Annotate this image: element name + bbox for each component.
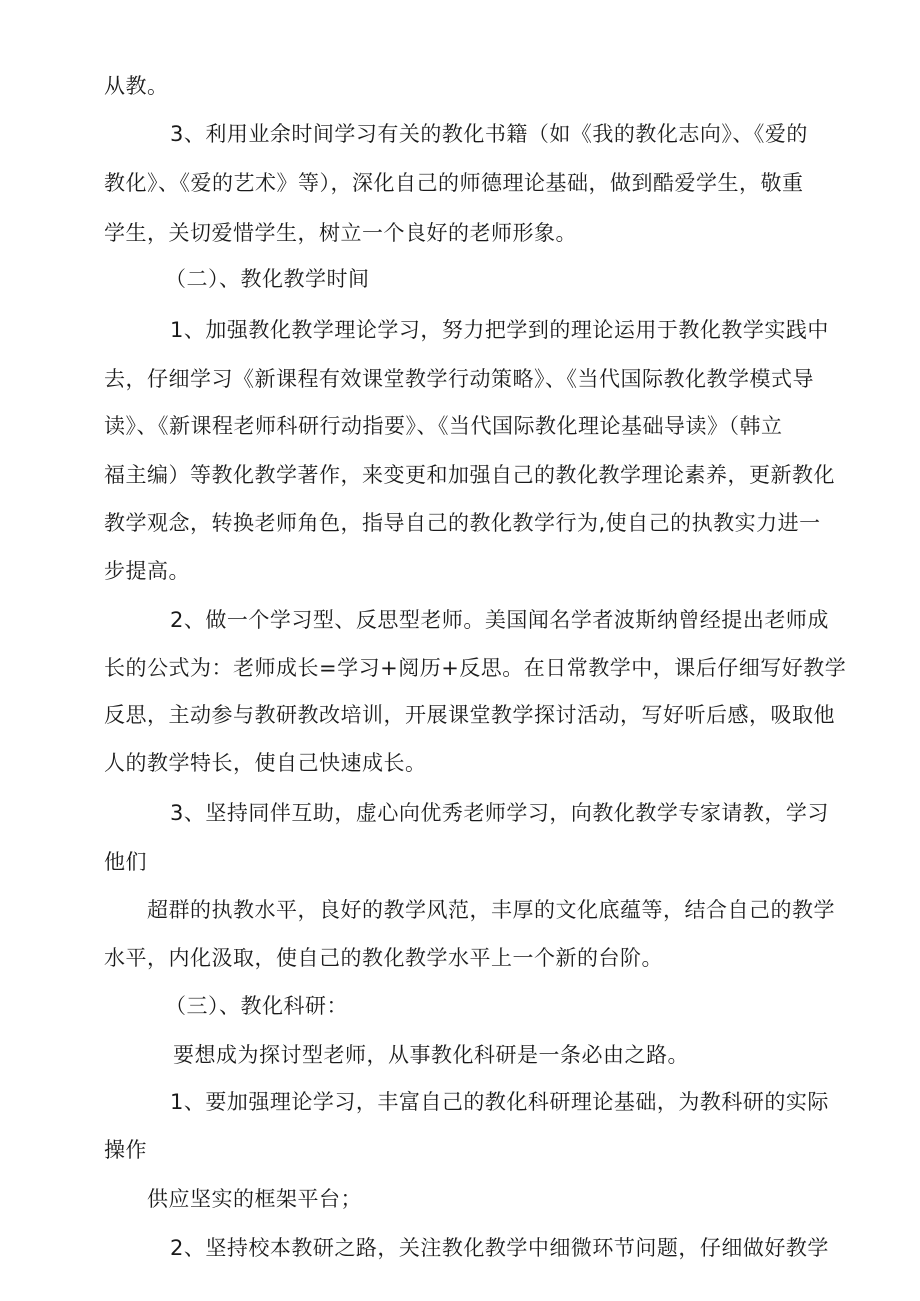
text-line: 3、坚持同伴互助，虚心向优秀老师学习，向教化教学专家请教，学习 bbox=[170, 801, 829, 825]
text-line: 水平，内化汲取，使自己的教化教学水平上一个新的台阶。 bbox=[104, 946, 663, 970]
text-line: 长的公式为：老师成长=学习+阅历+反思。在日常教学中，课后仔细写好教学 bbox=[104, 656, 847, 680]
text-line: 读》、《新课程老师科研行动指要》、《当代国际教化理论基础导读》（韩立 bbox=[104, 414, 783, 438]
text-line: 去，仔细学习《新课程有效课堂教学行动策略》、《当代国际教化教学模式导 bbox=[104, 367, 814, 391]
text-line: 学生，关切爱惜学生，树立一个良好的老师形象。 bbox=[104, 221, 577, 245]
text-line: 2、做一个学习型、反思型老师。美国闻名学者波斯纳曾经提出老师成 bbox=[170, 608, 829, 632]
text-line: 供应坚实的框架平台； bbox=[147, 1187, 362, 1211]
text-line: 要想成为探讨型老师，从事教化科研是一条必由之路。 bbox=[173, 1043, 689, 1067]
text-line: 3、利用业余时间学习有关的教化书籍（如《我的教化志向》、《爱的 bbox=[170, 122, 808, 146]
text-line: 2、坚持校本教研之路，关注教化教学中细微环节问题，仔细做好教学 bbox=[170, 1236, 829, 1260]
text-line: 步提高。 bbox=[104, 559, 190, 583]
text-line: 1、加强教化教学理论学习，努力把学到的理论运用于教化教学实践中 bbox=[170, 318, 829, 342]
text-line: 他们 bbox=[104, 850, 147, 874]
text-line: 反思，主动参与教研教改培训，开展课堂教学探讨活动，写好听后感，吸取他 bbox=[104, 703, 835, 727]
text-line: 教化》、《爱的艺术》等），深化自己的师德理论基础，做到酷爱学生，敬重 bbox=[104, 171, 804, 195]
section-heading-3: （三）、教化科研： bbox=[165, 994, 348, 1018]
section-heading-2: （二）、教化教学时间 bbox=[165, 267, 370, 291]
text-line: 超群的执教水平，良好的教学风范，丰厚的文化底蕴等，结合自己的教学 bbox=[147, 898, 835, 922]
text-line: 教学观念，转换老师角色，指导自己的教化教学行为,使自己的执教实力进一 bbox=[104, 511, 821, 535]
text-line: 人的教学特长，使自己快速成长。 bbox=[104, 751, 427, 775]
text-line: 福主编）等教化教学著作，来变更和加强自己的教化教学理论素养，更新教化 bbox=[104, 463, 835, 487]
text-line: 1、要加强理论学习，丰富自己的教化科研理论基础，为教科研的实际 bbox=[170, 1090, 829, 1114]
text-line: 操作 bbox=[104, 1138, 147, 1162]
text-line: 从教。 bbox=[104, 74, 169, 98]
